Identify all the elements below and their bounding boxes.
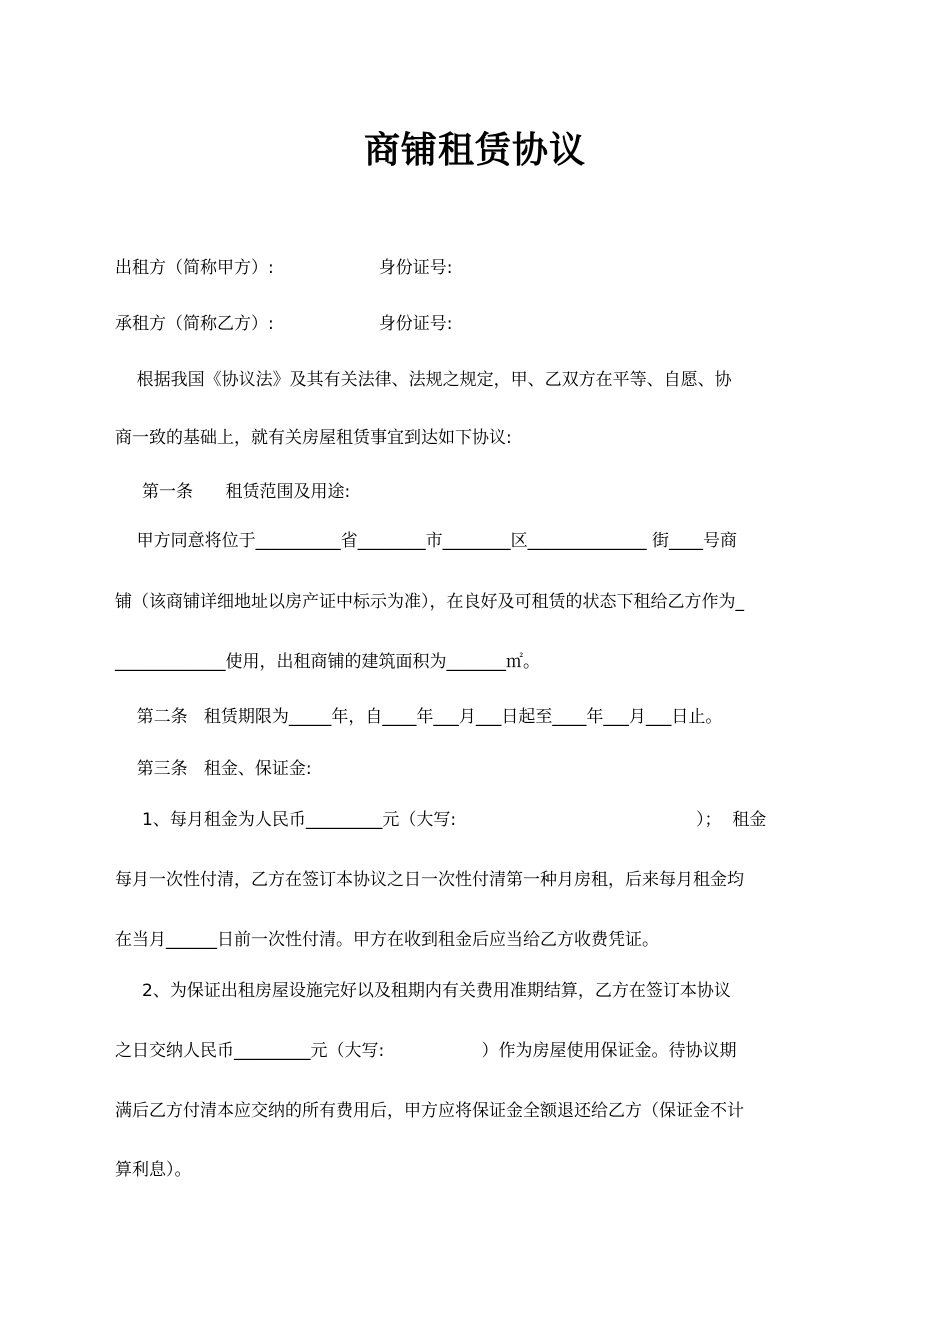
article-heading [115,703,722,731]
paragraph-text: 算利息）。 [115,1160,192,1180]
paragraph-line [115,1037,737,1065]
lessor-label: 出租方（简称甲方）: [115,258,274,278]
paragraph-line [115,424,512,452]
paragraph-text: 铺（该商铺详细地址以房产证中标示为准），在良好及可租赁的状态下租给乙方作为_ [115,592,744,612]
paragraph-line [115,648,540,676]
lessee-line [115,310,452,338]
lessor-line [115,254,452,282]
paragraph-text: _____________使用，出租商铺的建筑面积为_______㎡。 [115,652,540,672]
paragraph-text: 每月一次性付清，乙方在签订本协议之日一次性付清第一种月房租，后来每月租金均 [115,870,744,890]
lessee-label: 承租方（简称乙方）: [115,314,274,334]
paragraph-line [115,926,659,954]
paragraph-line [115,1156,192,1184]
lessor-id-label: 身份证号: [378,258,453,278]
paragraph-text: 2、为保证出租房屋设施完好以及租期内有关费用准期结算，乙方在签订本协议 [115,981,731,1001]
rent-amount-text: 1、每月租金为人民币_________元（大写: [115,810,457,830]
paragraph-line [115,366,732,394]
paragraph-text: 根据我国《协议法》及其有关法律、法规之规定，甲、乙双方在平等、自愿、协 [115,370,732,390]
paragraph-line [115,866,744,894]
lessee-id-label: 身份证号: [378,314,453,334]
rent-tail-text: ）； 租金 [696,810,767,830]
paragraph-text: 甲方同意将位于__________省________市________区______________ 街____号商 [115,531,738,551]
rent-line [115,806,766,834]
paragraph-text: 在当月______日前一次性付清。甲方在收到租金后应当给乙方收费凭证。 [115,930,659,950]
document-title: 商铺租赁协议 [363,129,586,171]
paragraph-line [115,588,744,616]
article-heading [115,755,312,783]
article-heading [115,478,350,506]
paragraph-text: 之日交纳人民币_________元（大写: ）作为房屋使用保证金。待协议期 [115,1041,737,1061]
paragraph-text: 第一条 租赁范围及用途: [115,482,351,502]
paragraph-line [115,527,737,555]
paragraph-text: 第二条 租赁期限为_____年，自____年___月___日起至____年___月___日止。 [115,707,723,727]
paragraph-text: 满后乙方付清本应交纳的所有费用后，甲方应将保证金全额退还给乙方（保证金不计 [115,1101,744,1121]
paragraph-line [115,1097,744,1125]
paragraph-text: 商一致的基础上，就有关房屋租赁事宜到达如下协议: [115,428,512,448]
paragraph-line [115,977,731,1005]
paragraph-text: 第三条 租金、保证金: [115,759,312,779]
